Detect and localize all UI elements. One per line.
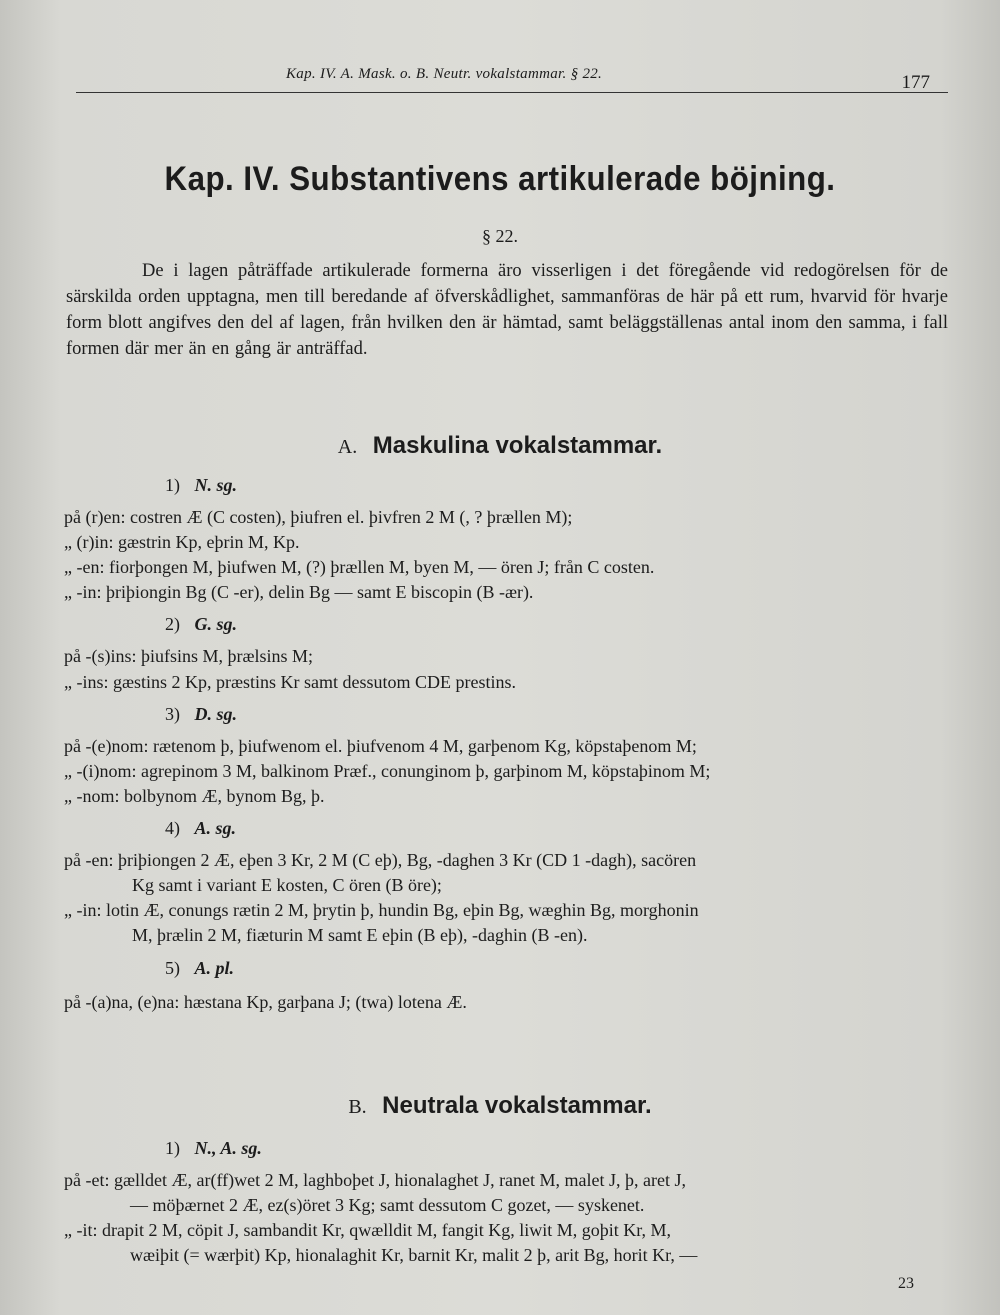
case-abbreviation: G. sg. bbox=[194, 614, 238, 634]
case-abbreviation: A. pl. bbox=[194, 958, 235, 978]
case-number: 1) bbox=[165, 1138, 180, 1158]
section-b-title: Neutrala vokalstammar. bbox=[382, 1092, 652, 1119]
case-label bbox=[165, 818, 236, 839]
case-abbreviation: D. sg. bbox=[194, 704, 238, 724]
form-entry: „ (r)in: gæstrin Kp, eþrin M, Kp. bbox=[64, 532, 300, 552]
case-label bbox=[165, 475, 237, 496]
case-label bbox=[165, 614, 237, 635]
form-entry: på -en: þriþiongen 2 Æ, eþen 3 Kr, 2 M (C eþ), Bg, -daghen 3 Kr (CD 1 -dagh), sacören bbox=[64, 850, 697, 870]
case-abbreviation: N. sg. bbox=[194, 475, 238, 495]
form-entry: på -(e)nom: rætenom þ, þiufwenom el. þiufvenom 4 M, garþenom Kg, köpstaþenom M; bbox=[64, 736, 697, 756]
form-entry: „ -en: fiorþongen M, þiufwen M, (?) þrællen M, byen M, — ören J; från C costen. bbox=[64, 557, 655, 577]
running-head-title: Kap. IV. A. Mask. o. B. Neutr. vokalstammar. § 22. bbox=[286, 66, 603, 82]
form-entry: på (r)en: costren Æ (C costen), þiufren el. þivfren 2 M (, ? þrællen M); bbox=[64, 507, 573, 527]
form-entry: „ -in: lotin Æ, conungs rætin 2 M, þrytin þ, hundin Bg, eþin Bg, wæghin Bg, morghonin bbox=[64, 900, 699, 920]
form-entry: på -(s)ins: þiufsins M, þrælsins M; bbox=[64, 646, 314, 666]
section-a-heading bbox=[0, 432, 1000, 460]
form-entry: „ -nom: bolbynom Æ, bynom Bg, þ. bbox=[64, 786, 325, 806]
running-head bbox=[76, 62, 948, 93]
case-abbreviation: N., A. sg. bbox=[194, 1138, 262, 1158]
case-number: 3) bbox=[165, 704, 180, 724]
section-b-heading bbox=[0, 1092, 1000, 1120]
form-entry: „ -ins: gæstins 2 Kp, præstins Kr samt dessutom CDE prestins. bbox=[64, 672, 517, 692]
form-entry: på -(a)na, (e)na: hæstana Kp, garþana J; (twa) lotena Æ. bbox=[64, 992, 467, 1012]
form-entry: „ -in: þriþiongin Bg (C -er), delin Bg — samt E biscopin (B -ær). bbox=[64, 582, 534, 602]
case-number: 2) bbox=[165, 614, 180, 634]
sheet-signature-mark: 23 bbox=[898, 1275, 914, 1292]
section-a-letter: A. bbox=[337, 436, 358, 458]
chapter-title: Kap. IV. Substantivens artikulerade böjning. bbox=[164, 160, 836, 198]
form-entry: „ -(i)nom: agrepinom 3 M, balkinom Præf., conunginom þ, garþinom M, köpstaþinom M; bbox=[64, 761, 711, 781]
intro-paragraph: De i lagen påträffade artikulerade formerna äro visserligen i det föregående vid redogörelsen för de särskilda orden upptagna, men till beredande af öfverskådlighet, sammanföras de här på ett rum, hvarvid för hvarje form blott angifves den del af lagen, från hvilken den är hämtad, samt beläggställenas antal inom den samma, i fall formen där mer än en gång är anträffad. bbox=[66, 261, 948, 359]
form-entry-continuation: M, þrælin 2 M, fiæturin M samt E eþin (B eþ), -daghin (B -en). bbox=[132, 925, 588, 945]
form-entry-continuation: — möþærnet 2 Æ, ez(s)öret 3 Kg; samt dessutom C gozet, — syskenet. bbox=[130, 1195, 645, 1215]
case-number: 4) bbox=[165, 818, 180, 838]
form-entry-continuation: Kg samt i variant E kosten, C ören (B öre); bbox=[132, 875, 442, 895]
form-entry: „ -it: drapit 2 M, cöpit J, sambandit Kr, qwælldit M, fangit Kg, liwit M, goþit Kr, M, bbox=[64, 1220, 672, 1240]
paragraph-number: § 22. bbox=[482, 226, 518, 246]
page-number: 177 bbox=[901, 72, 930, 93]
case-abbreviation: A. sg. bbox=[194, 818, 237, 838]
case-number: 1) bbox=[165, 475, 180, 495]
section-a-title: Maskulina vokalstammar. bbox=[372, 432, 663, 459]
case-label bbox=[165, 958, 234, 979]
case-label bbox=[165, 704, 237, 725]
form-entry: på -et: gælldet Æ, ar(ff)wet 2 M, laghboþet J, hionalaghet J, ranet M, malet J, þ, aret J, bbox=[64, 1170, 687, 1190]
case-number: 5) bbox=[165, 958, 180, 978]
section-b-letter: B. bbox=[348, 1096, 367, 1118]
case-label bbox=[165, 1138, 262, 1159]
form-entry-continuation: wæiþit (= wærþit) Kp, hionalaghit Kr, barnit Kr, malit 2 þ, arit Bg, horit Kr, — bbox=[130, 1245, 698, 1265]
